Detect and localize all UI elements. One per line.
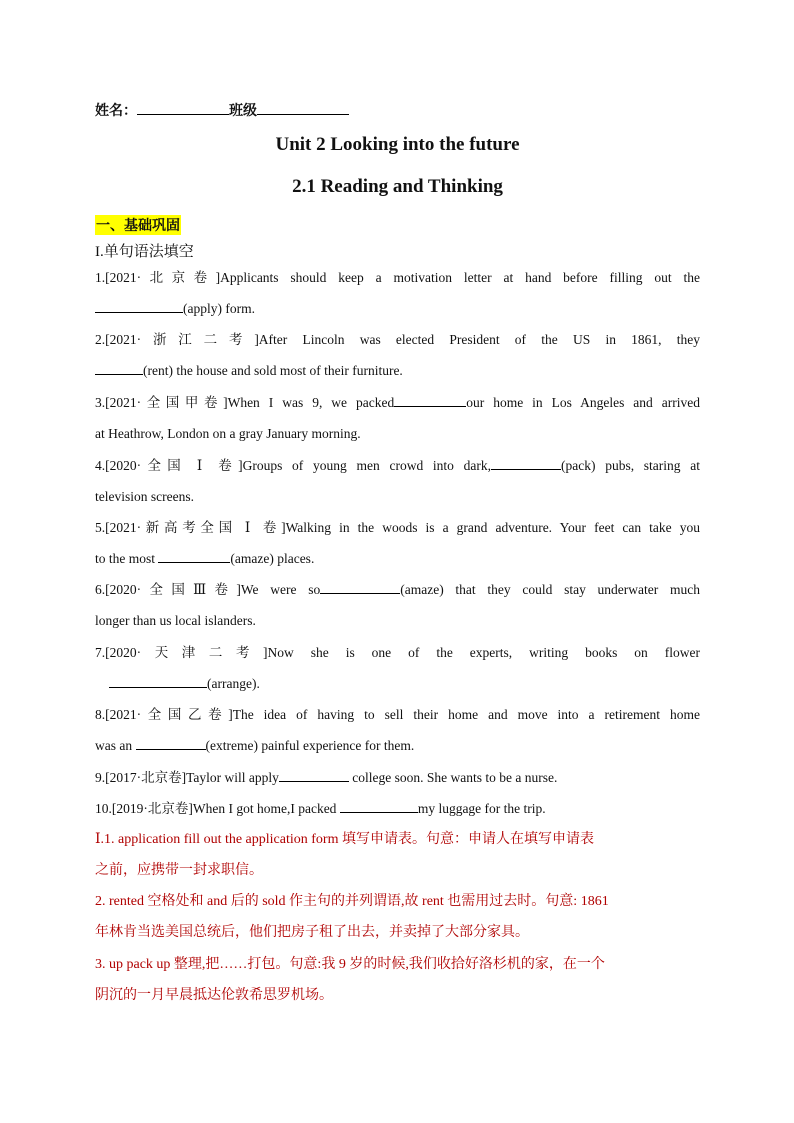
question-text: (amaze) that they could stay underwater much — [400, 582, 700, 597]
answer-explanation: 年林肯当选美国总统后，他们把房子租了出去，并卖掉了大部分家具。 — [95, 925, 529, 940]
question-8 — [95, 699, 700, 761]
sub-heading: I.单句语法填空 — [95, 244, 194, 260]
answer-blank[interactable] — [320, 579, 400, 594]
answer-blank[interactable] — [340, 798, 418, 813]
question-text: 10.[2019·北京卷]When I got home,I packed — [95, 801, 337, 816]
answer-1 — [95, 824, 700, 886]
question-text: (apply) form. — [183, 301, 255, 316]
question-3 — [95, 387, 700, 449]
answer-blank[interactable] — [158, 548, 230, 563]
answer-blank[interactable] — [95, 298, 183, 313]
answer-blank[interactable] — [394, 392, 466, 407]
answer-explanation: 之前，应携带一封求职信。 — [95, 863, 263, 878]
answer-lead: 2. rented — [95, 894, 144, 909]
question-text: 9.[2017·北京卷]Taylor will apply — [95, 770, 279, 785]
question-6 — [95, 574, 700, 636]
answer-3 — [95, 949, 700, 1011]
answer-blank[interactable] — [491, 455, 561, 470]
answer-lead: 3. up — [95, 957, 123, 972]
answer-explanation: 阴沉的一月早晨抵达伦敦希思罗机场。 — [95, 988, 333, 1003]
question-9 — [95, 762, 700, 793]
question-text: (rent) the house and sold most of their furniture. — [143, 363, 403, 378]
answer-blank[interactable] — [136, 735, 206, 750]
answer-explanation: 空格处和 and 后的 sold 作主句的并列谓语,故 rent 也需用过去时。句意: 1861 — [147, 894, 609, 909]
answer-explanation: pack up 整理,把……打包。句意:我 9 岁的时候,我们收拾好洛杉机的家，在一个 — [126, 957, 605, 972]
question-text: 3.[2021·全国甲卷]When I was 9, we packed — [95, 395, 395, 410]
answer-2 — [95, 886, 700, 948]
question-text: our home in Los Angeles and arrived — [466, 395, 700, 410]
section-heading: 一、基础巩固 — [95, 215, 181, 235]
answer-blank[interactable] — [95, 360, 143, 375]
question-text: 8.[2021·全国乙卷]The idea of having to sell their home and move into a retirement home — [95, 707, 700, 722]
answer-lead: Ⅰ.1. application — [95, 832, 181, 847]
class-label: 班级 — [229, 104, 257, 119]
question-text: was an — [95, 738, 133, 753]
question-5 — [95, 512, 700, 574]
question-text: 1.[2021·北京卷]Applicants should keep a motivation letter at hand before filling out the — [95, 270, 700, 285]
question-7 — [95, 637, 700, 699]
question-text: at Heathrow, London on a gray January morning. — [95, 426, 361, 441]
question-text: (amaze) places. — [230, 551, 315, 566]
question-text: (arrange). — [207, 676, 260, 691]
question-2 — [95, 324, 700, 386]
question-1 — [95, 262, 700, 324]
name-label: 姓名： — [95, 104, 137, 119]
answer-phrase: fill out the application form — [183, 832, 339, 847]
answer-blank[interactable] — [279, 767, 349, 782]
question-text: television screens. — [95, 489, 194, 504]
question-text: 6.[2020·全国Ⅲ卷]We were so — [95, 582, 321, 597]
question-text: college soon. She wants to be a nurse. — [352, 770, 558, 785]
question-text: 4.[2020·全国 Ⅰ 卷]Groups of young men crowd into dark, — [95, 458, 491, 473]
question-10 — [95, 793, 700, 824]
question-text: to the most — [95, 551, 155, 566]
name-blank[interactable] — [137, 102, 229, 115]
question-text: (pack) pubs, staring at — [561, 458, 700, 473]
question-text: 7.[2020·天津二考]Now she is one of the experts, writing books on flower — [95, 645, 700, 660]
class-blank[interactable] — [257, 102, 349, 115]
question-text: longer than us local islanders. — [95, 613, 256, 628]
page-subtitle: 2.1 Reading and Thinking — [292, 176, 503, 197]
answer-explanation: 填写申请表。句意：申请人在填写申请表 — [341, 832, 594, 847]
name-class-line — [95, 100, 349, 120]
question-4 — [95, 450, 700, 512]
page-title: Unit 2 Looking into the future — [275, 134, 520, 155]
question-text: (extreme) painful experience for them. — [205, 738, 415, 753]
answer-blank[interactable] — [109, 673, 207, 688]
question-text: 5.[2021·新高考全国 Ⅰ 卷]Walking in the woods is a grand adventure. Your feet can take you — [95, 520, 700, 535]
question-text: 2.[2021·浙江二考]After Lincoln was elected President of the US in 1861, they — [95, 332, 700, 347]
question-text: my luggage for the trip. — [417, 801, 546, 816]
